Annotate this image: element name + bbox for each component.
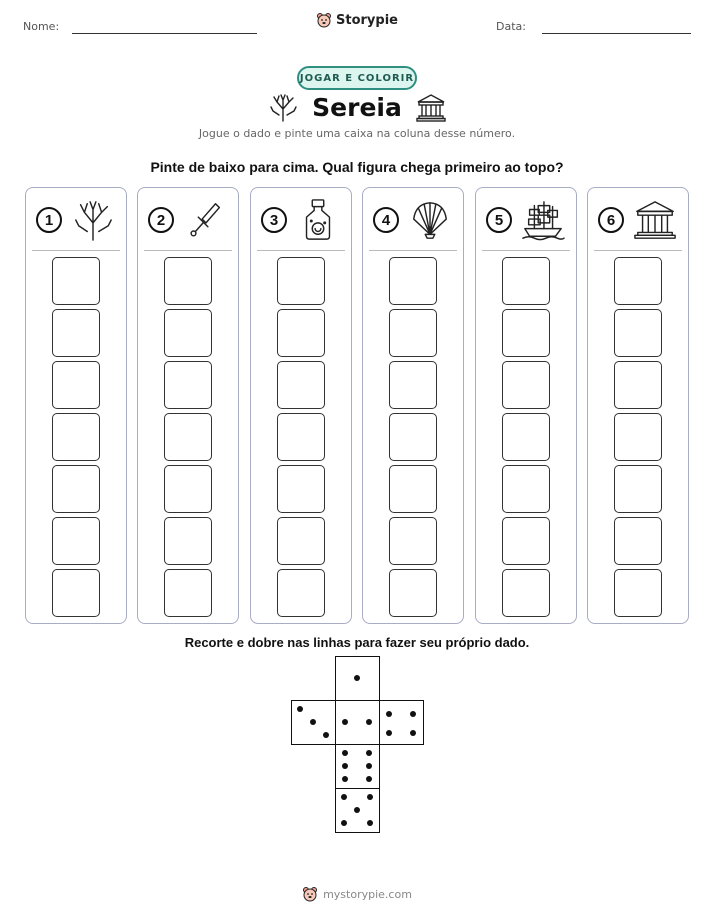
column-2 xyxy=(137,187,239,624)
color-box[interactable] xyxy=(164,361,212,409)
seashell-icon xyxy=(407,198,453,242)
color-box[interactable] xyxy=(52,517,100,565)
color-box[interactable] xyxy=(502,309,550,357)
temple-icon xyxy=(632,198,678,242)
instruction: Pinte de baixo para cima. Qual figura chega primeiro ao topo? xyxy=(150,159,564,175)
color-box[interactable] xyxy=(52,257,100,305)
dice-pip xyxy=(297,706,303,712)
color-box[interactable] xyxy=(389,465,437,513)
color-box[interactable] xyxy=(52,361,100,409)
activity-badge: JOGAR E COLORIR xyxy=(297,66,417,90)
color-box[interactable] xyxy=(164,569,212,617)
color-box[interactable] xyxy=(164,465,212,513)
dice-pip xyxy=(410,730,416,736)
color-box[interactable] xyxy=(277,517,325,565)
color-box[interactable] xyxy=(277,569,325,617)
bear-logo-icon xyxy=(302,886,318,902)
dice-pip xyxy=(386,730,392,736)
column-number: 2 xyxy=(148,207,174,233)
subtitle: Jogue o dado e pinte uma caixa na coluna desse número. xyxy=(198,127,516,140)
column-number: 1 xyxy=(36,207,62,233)
column-divider xyxy=(257,250,345,251)
temple-icon xyxy=(416,92,446,122)
coral-icon xyxy=(70,198,116,242)
column-6 xyxy=(587,187,689,624)
color-box[interactable] xyxy=(389,309,437,357)
color-box[interactable] xyxy=(502,257,550,305)
dice-pip xyxy=(323,732,329,738)
column-5 xyxy=(475,187,577,624)
column-number: 4 xyxy=(373,207,399,233)
name-label: Nome: xyxy=(23,20,60,33)
column-number: 3 xyxy=(261,207,287,233)
color-box[interactable] xyxy=(389,361,437,409)
dice-face-4 xyxy=(379,700,424,745)
page-title: Sereia xyxy=(312,92,402,122)
column-number: 5 xyxy=(486,207,512,233)
color-box[interactable] xyxy=(389,413,437,461)
dagger-icon xyxy=(182,198,228,242)
column-divider xyxy=(144,250,232,251)
color-box[interactable] xyxy=(389,257,437,305)
date-line[interactable] xyxy=(542,33,691,34)
brand-logo xyxy=(0,12,714,28)
color-box[interactable] xyxy=(277,257,325,305)
dice-pip xyxy=(342,763,348,769)
dice-pip xyxy=(366,763,372,769)
column-divider xyxy=(32,250,120,251)
color-box[interactable] xyxy=(164,257,212,305)
column-divider xyxy=(594,250,682,251)
color-box[interactable] xyxy=(164,309,212,357)
dice-pip xyxy=(386,711,392,717)
color-box[interactable] xyxy=(277,413,325,461)
column-4 xyxy=(362,187,464,624)
color-box[interactable] xyxy=(614,517,662,565)
footer xyxy=(0,886,714,902)
dice-face-3 xyxy=(291,700,336,745)
dice-pip xyxy=(341,794,347,800)
color-box[interactable] xyxy=(614,309,662,357)
dice-pip xyxy=(354,807,360,813)
bear-logo-icon xyxy=(316,12,332,28)
footer-url: mystorypie.com xyxy=(323,887,412,901)
color-box[interactable] xyxy=(277,361,325,409)
column-divider xyxy=(482,250,570,251)
date-label: Data: xyxy=(496,20,526,33)
color-box[interactable] xyxy=(502,517,550,565)
dice-pip xyxy=(354,675,360,681)
column-1 xyxy=(25,187,127,624)
color-box[interactable] xyxy=(502,361,550,409)
ship-icon xyxy=(520,198,566,242)
column-divider xyxy=(369,250,457,251)
dice-pip xyxy=(341,820,347,826)
dice-pip xyxy=(367,820,373,826)
color-box[interactable] xyxy=(277,465,325,513)
dice-pip xyxy=(342,719,348,725)
color-box[interactable] xyxy=(277,309,325,357)
color-box[interactable] xyxy=(52,413,100,461)
column-number: 6 xyxy=(598,207,624,233)
dice-pip xyxy=(366,719,372,725)
color-box[interactable] xyxy=(389,569,437,617)
brand-name: Storypie xyxy=(336,12,398,28)
dice-pip xyxy=(310,719,316,725)
color-box[interactable] xyxy=(502,465,550,513)
color-box[interactable] xyxy=(389,517,437,565)
color-box[interactable] xyxy=(614,569,662,617)
color-box[interactable] xyxy=(502,413,550,461)
cut-instruction: Recorte e dobre nas linhas para fazer seu próprio dado. xyxy=(184,635,530,650)
color-box[interactable] xyxy=(52,309,100,357)
dice-pip xyxy=(366,776,372,782)
color-box[interactable] xyxy=(614,465,662,513)
color-box[interactable] xyxy=(52,465,100,513)
color-box[interactable] xyxy=(164,413,212,461)
dice-face-6 xyxy=(335,744,380,789)
dice-pip xyxy=(366,750,372,756)
coral-icon xyxy=(268,92,298,122)
color-box[interactable] xyxy=(614,413,662,461)
color-box[interactable] xyxy=(502,569,550,617)
dice-face-2 xyxy=(335,700,380,745)
name-line[interactable] xyxy=(72,33,257,34)
dice-face-5 xyxy=(335,788,380,833)
color-box[interactable] xyxy=(52,569,100,617)
color-box[interactable] xyxy=(614,361,662,409)
dice-pip xyxy=(342,750,348,756)
dice-pip xyxy=(342,776,348,782)
potion-bottle-icon xyxy=(295,198,341,242)
dice-pip xyxy=(410,711,416,717)
column-3 xyxy=(250,187,352,624)
dice-face-1 xyxy=(335,656,380,701)
color-box[interactable] xyxy=(164,517,212,565)
color-box[interactable] xyxy=(614,257,662,305)
dice-pip xyxy=(367,794,373,800)
